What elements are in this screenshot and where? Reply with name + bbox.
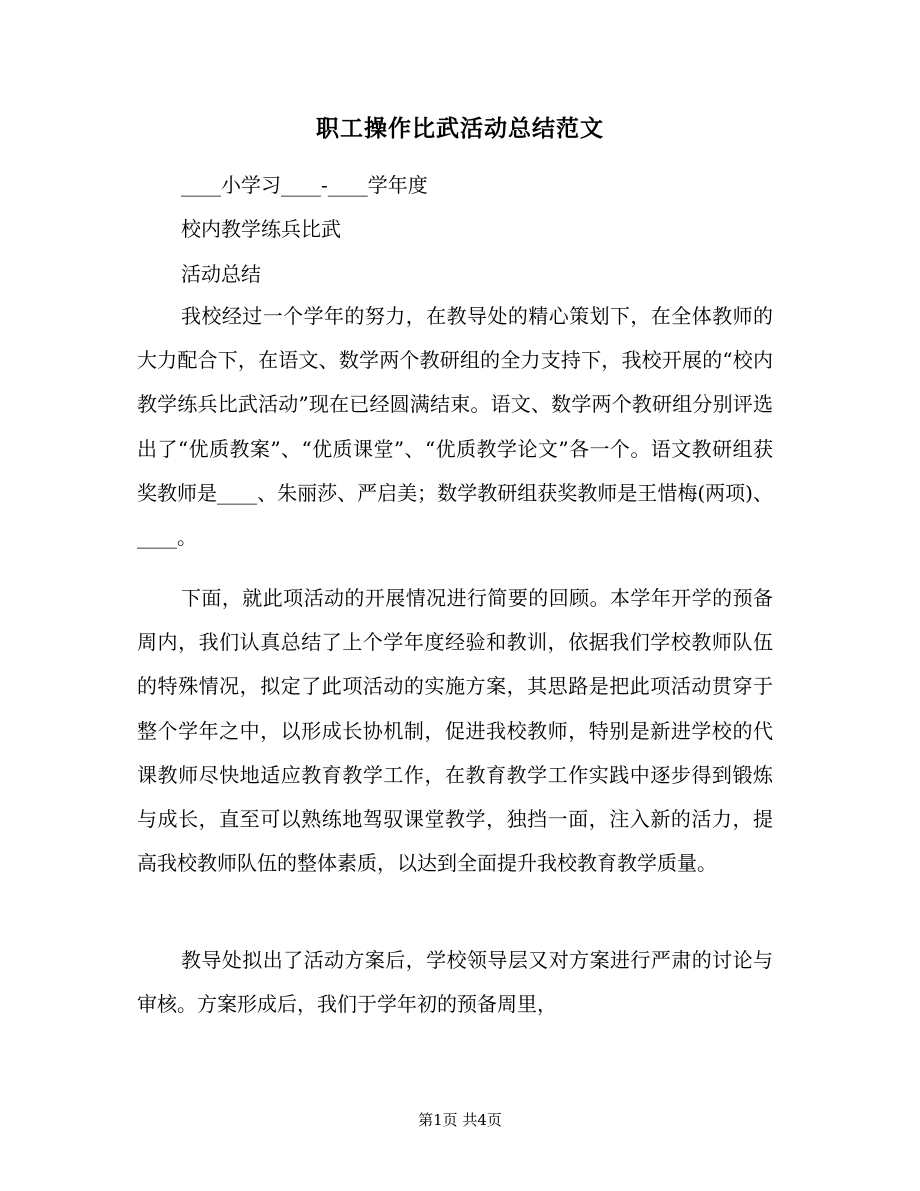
header-line-school-year: ____小学习____-____学年度	[181, 173, 428, 197]
paragraph-3: 教导处拟出了活动方案后，学校领导层又对方案进行严肃的讨论与审核。方案形成后，我们于学年初的预备周里，	[137, 948, 773, 1017]
header-line-summary: 活动总结	[181, 262, 261, 286]
page-footer: 第1页 共4页	[418, 1111, 502, 1129]
paragraph-1: 我校经过一个学年的努力，在教导处的精心策划下，在全体教师的大力配合下，在语文、数学两个教研组的全力支持下，我校开展的“校内教学练兵比武活动”现在已经圆满结束。语文、数学两个教研组分别评选出了“优质教案”、“优质课堂”、“优质教学论文”各一个。语文教研组获奖教师是____、朱丽莎、严启美；数学教研组获奖教师是王惜梅(两项)、____。	[137, 304, 773, 550]
paragraph-2: 下面，就此项活动的开展情况进行简要的回顾。本学年开学的预备周内，我们认真总结了上个学年度经验和教训，依据我们学校教师队伍的特殊情况，拟定了此项活动的实施方案，其思路是把此项活动贯穿于整个学年之中，以形成长协机制，促进我校教师，特别是新进学校的代课教师尽快地适应教育教学工作，在教育教学工作实践中逐步得到锻炼与成长，直至可以熟练地驾驭课堂教学，独挡一面，注入新的活力，提高我校教师队伍的整体素质，以达到全面提升我校教育教学质量。	[137, 586, 773, 876]
header-line-activity: 校内教学练兵比武	[181, 217, 341, 241]
document-title: 职工操作比武活动总结范文	[316, 115, 604, 142]
